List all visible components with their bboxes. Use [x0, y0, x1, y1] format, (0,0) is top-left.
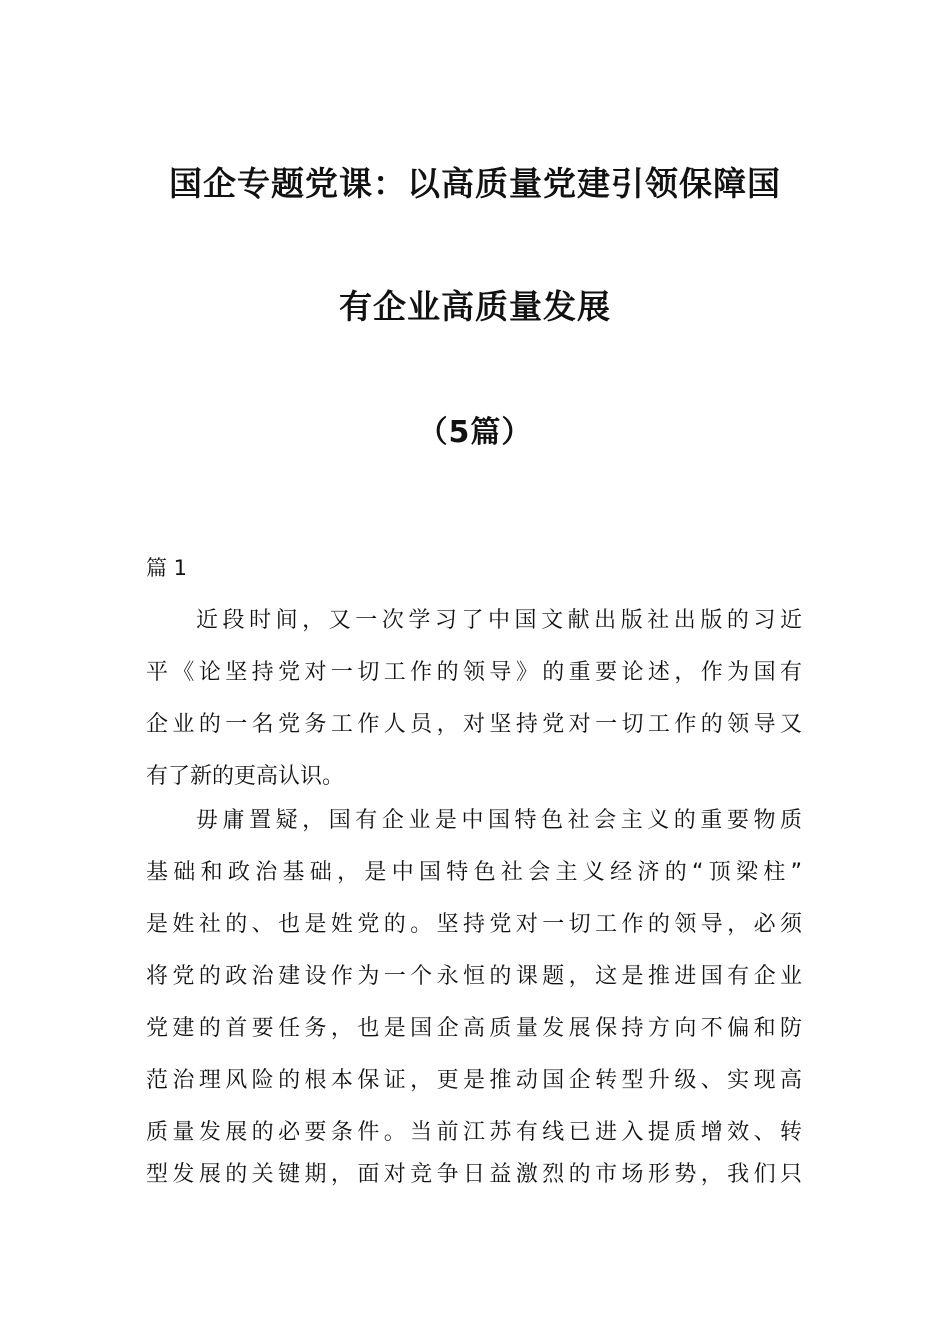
- section-label: 篇 1: [146, 556, 188, 580]
- paragraph-1-line-1: 近段时间，又一次学习了中国文献出版社出版的习近: [196, 608, 802, 633]
- paragraph-1-line-3: 企业的一名党务工作人员，对坚持党对一切工作的领导又: [146, 712, 802, 737]
- paragraph-2-line-1: 毋庸置疑，国有企业是中国特色社会主义的重要物质: [196, 808, 802, 833]
- paragraph-2-line-2: 基础和政治基础，是中国特色社会主义经济的“顶梁柱”: [146, 860, 802, 885]
- paragraph-2-line-3: 是姓社的、也是姓党的。坚持党对一切工作的领导，必须: [146, 912, 802, 937]
- paragraph-2-line-7: 质量发展的必要条件。当前江苏有线已进入提质增效、转: [146, 1120, 802, 1145]
- paragraph-2-line-6: 范治理风险的根本保证，更是推动国企转型升级、实现高: [146, 1068, 802, 1093]
- paragraph-2-line-5: 党建的首要任务，也是国企高质量发展保持方向不偏和防: [146, 1016, 802, 1041]
- paragraph-1-line-4: 有了新的更高认识。: [146, 764, 345, 789]
- paragraph-1-line-2: 平《论坚持党对一切工作的领导》的重要论述，作为国有: [146, 660, 802, 685]
- paragraph-2-line-4: 将党的政治建设作为一个永恒的课题，这是推进国有企业: [146, 964, 802, 989]
- paragraph-2-line-8: 型发展的关键期，面对竞争日益激烈的市场形势，我们只: [146, 1162, 802, 1187]
- document-title-line-2: 有企业高质量发展: [339, 287, 611, 326]
- document-title-count: （5篇）: [417, 415, 533, 450]
- document-title-line-1: 国企专题党课：以高质量党建引领保障国: [169, 164, 781, 203]
